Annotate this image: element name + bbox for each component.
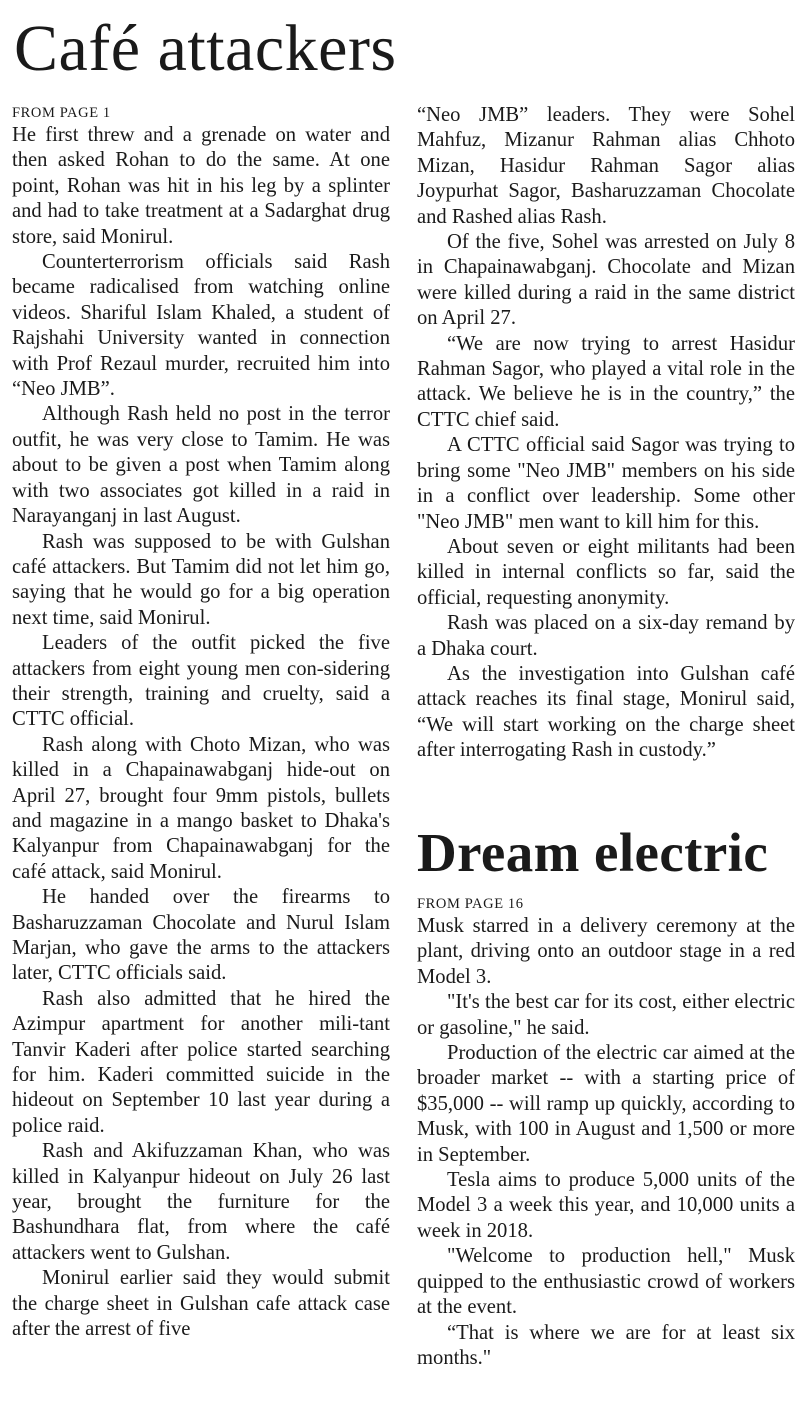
headline-cafe-attackers: Café attackers — [14, 12, 397, 85]
paragraph: He handed over the firearms to Basharuzzaman Chocolate and Nurul Islam Marjan, who gave the arms to the attackers later, CTTC officials said. — [12, 886, 390, 985]
paragraph: Production of the electric car aimed at the broader market -- with a starting price of $35,000 -- will ramp up quickly, according to Musk, with 100 in August and 1,500 or more in September. — [417, 1042, 795, 1166]
kicker-from-page-1: FROM PAGE 1 — [12, 105, 111, 121]
paragraph: “We are now trying to arrest Hasidur Rahman Sagor, who played a vital role in the attack. We believe he is in the country,” the CTTC chief said. — [417, 332, 795, 431]
paragraph: Rash was supposed to be with Gulshan café attackers. But Tamim did not let him go, saying that he would go for a big operation next time, said Monirul. — [12, 530, 390, 629]
article-dream-electric-column — [417, 894, 795, 1371]
kicker-from-page-16: FROM PAGE 16 — [417, 896, 524, 912]
article-cafe-left-column — [12, 103, 390, 1343]
paragraph: Of the five, Sohel was arrested on July 8 in Chapainawabganj. Chocolate and Mizan were killed during a raid in the same district on April 27. — [417, 231, 795, 330]
paragraph: Counterterrorism officials said Rash became radicalised from watching online videos. Shariful Islam Khaled, a student of Rajshahi University wanted in connection with Prof Rezaul murder, recruited him into “Neo JMB”. — [12, 251, 390, 401]
paragraph: Rash along with Choto Mizan, who was killed in a Chapainawabganj hide-out on April 27, brought four 9mm pistols, bullets and magazine in a mango basket to Dhaka's Kalyanpur from Chapainawabganj for the café attack, said Monirul. — [12, 733, 390, 883]
paragraph: Rash was placed on a six-day remand by a Dhaka court. — [417, 612, 795, 660]
paragraph: Leaders of the outfit picked the five attackers from eight young men con-sidering their strength, training and cruelty, said a CTTC official. — [12, 632, 390, 731]
paragraph: "It's the best car for its cost, either electric or gasoline," he said. — [417, 991, 795, 1039]
article-cafe-right-column — [417, 103, 795, 764]
paragraph: “Neo JMB” leaders. They were Sohel Mahfuz, Mizanur Rahman alias Chhoto Mizan, Hasidur Rahman Sagor alias Joypurhat Sagor, Basharuzzaman Chocolate and Rashed alias Rash. — [417, 104, 795, 228]
paragraph: Tesla aims to produce 5,000 units of the Model 3 a week this year, and 10,000 units a week in 2018. — [417, 1169, 795, 1242]
paragraph: Musk starred in a delivery ceremony at the plant, driving onto an outdoor stage in a red Model 3. — [417, 915, 795, 988]
paragraph: A CTTC official said Sagor was trying to bring some "Neo JMB" members on his side in a conflict over leadership. Some other "Neo JMB" men want to kill him for this. — [417, 434, 795, 533]
paragraph: As the investigation into Gulshan café attack reaches its final stage, Monirul said, “We will start working on the charge sheet after interrogating Rash in custody.” — [417, 662, 795, 762]
paragraph: Monirul earlier said they would submit the charge sheet in Gulshan cafe attack case after the arrest of five — [12, 1267, 390, 1341]
headline-dream-electric: Dream electric — [417, 822, 769, 883]
paragraph: "Welcome to production hell," Musk quipped to the enthusiastic crowd of workers at the event. — [417, 1245, 795, 1319]
paragraph: Rash and Akifuzzaman Khan, who was killed in Kalyanpur hideout on July 26 last year, brought the furniture for the Bashundhara flat, from where the café attackers went to Gulshan. — [12, 1140, 390, 1264]
paragraph: He first threw and a grenade on water and then asked Rohan to do the same. At one point, Rohan was hit in his leg by a splinter and had to take treatment at a Sadarghat drug store, said Monirul. — [12, 124, 390, 248]
paragraph: “That is where we are for at least six months." — [417, 1321, 795, 1369]
paragraph: Rash also admitted that he hired the Azimpur apartment for another mili-tant Tanvir Kaderi after police started searching for him. Kaderi committed suicide in the hideout on September 10 last year during a police raid. — [12, 987, 390, 1137]
paragraph: Although Rash held no post in the terror outfit, he was very close to Tamim. He was about to be given a post when Tamim along with two associates got killed in a raid in Narayanganj in last August. — [12, 403, 390, 528]
paragraph: About seven or eight militants had been killed in internal conflicts so far, said the official, requesting anonymity. — [417, 535, 795, 609]
